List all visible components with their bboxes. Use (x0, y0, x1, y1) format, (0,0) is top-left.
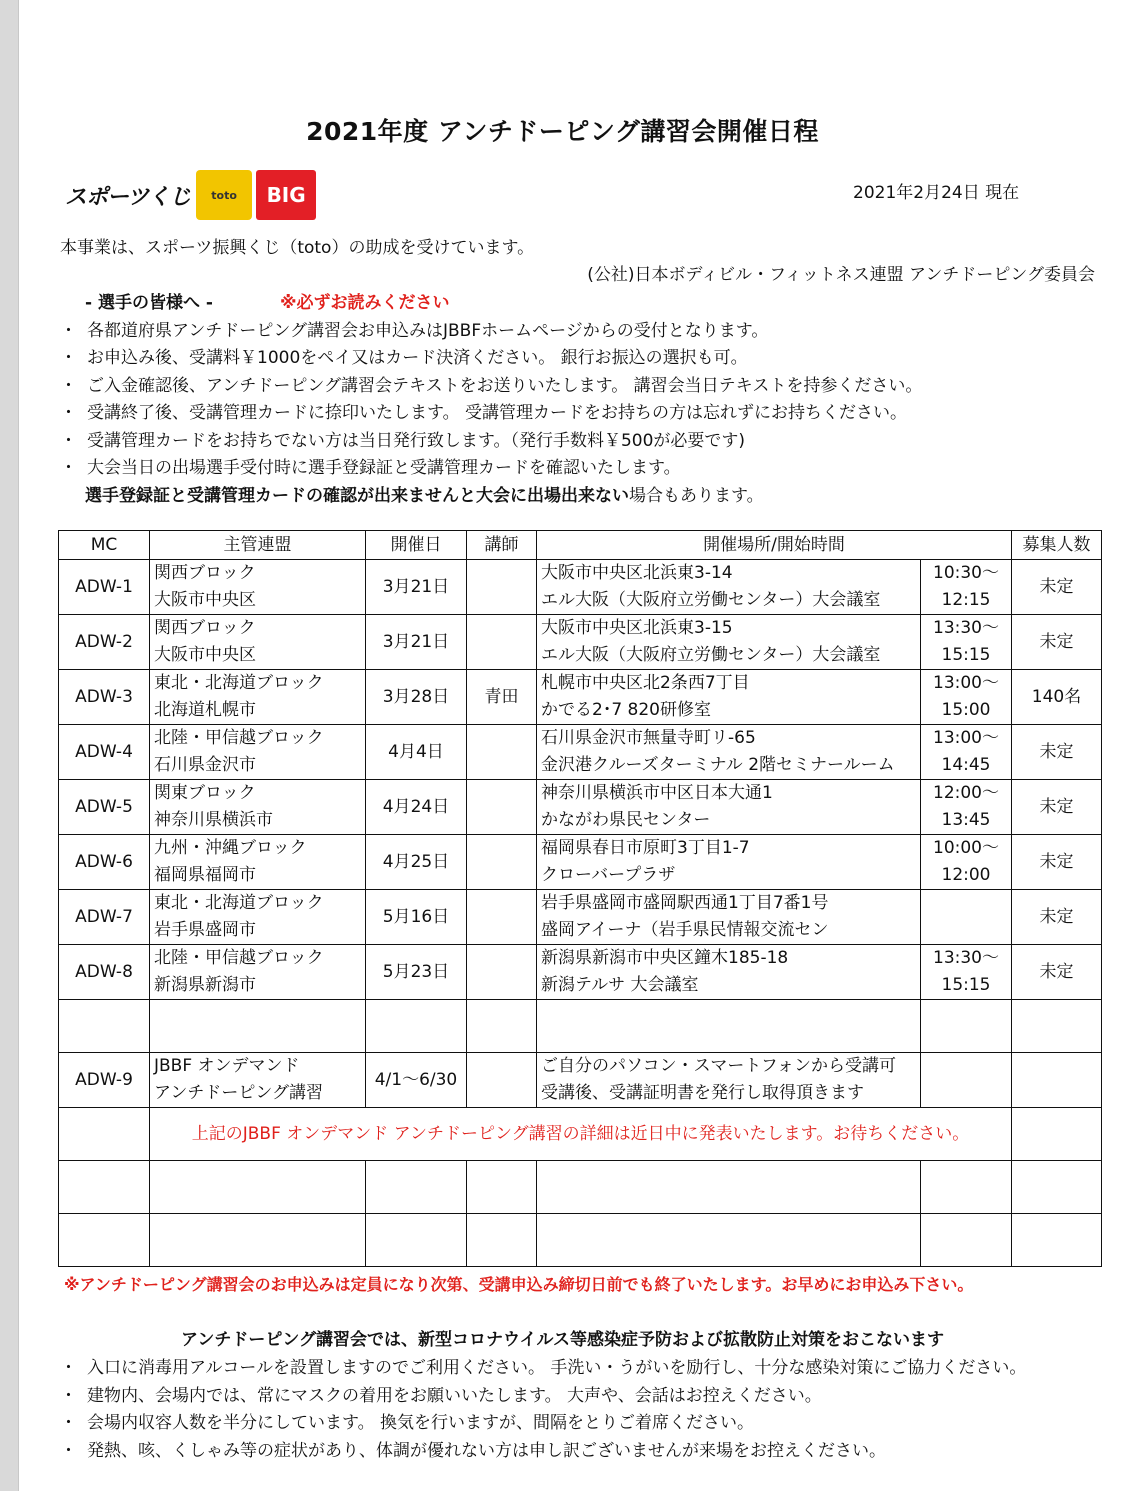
subsidy-text: 本事業は、スポーツ振興くじ（toto）の助成を受けています。 (60, 238, 535, 258)
organizer-cell (150, 1053, 366, 1108)
date-cell: 4月24日 (366, 780, 467, 835)
venue-line: 金沢港クルーズターミナル 2階セミナールーム (541, 755, 895, 775)
organizer-line: 大阪市中央区 (154, 590, 256, 610)
table-row (59, 890, 1102, 945)
notice-required: ※必ずお読みください (280, 293, 450, 313)
time-start: 13:00〜 (933, 728, 999, 748)
bold-warning-main: 選手登録証と受講管理カードの確認が出来ませんと大会に出場出来ない (85, 486, 629, 506)
venue-line: 受講後、受講証明書を発行し取得頂きます (541, 1083, 864, 1103)
table-row (59, 670, 1102, 725)
organizer-line: JBBF オンデマンド (154, 1056, 300, 1076)
mc-cell: ADW-6 (59, 835, 150, 890)
mc-cell: ADW-2 (59, 615, 150, 670)
header-lecturer: 講師 (467, 531, 537, 560)
venue-cell (537, 780, 921, 835)
organizer-line: 新潟県新潟市 (154, 975, 256, 995)
bullet-item: ・ 受講管理カードをお持ちでない方は当日発行致します。（発行手数料￥500が必要です) (87, 426, 745, 451)
empty-row (59, 1000, 1102, 1053)
empty-row (59, 1214, 1102, 1267)
mc-cell: ADW-4 (59, 725, 150, 780)
logo-text: スポーツくじ (65, 184, 191, 210)
venue-cell (537, 1053, 921, 1108)
bullet-item: ・ 大会当日の出場選手受付時に選手登録証と受講管理カードを確認いたします。 (87, 453, 681, 478)
ondemand-note-row (59, 1108, 1102, 1161)
capacity-cell: 未定 (1012, 725, 1102, 780)
mc-cell: ADW-5 (59, 780, 150, 835)
organizer-line: 大阪市中央区 (154, 645, 256, 665)
organizer-line: 石川県金沢市 (154, 755, 256, 775)
venue-line: 石川県金沢市無量寺町リ-65 (541, 728, 756, 748)
venue-line: 新潟テルサ 大会議室 (541, 975, 699, 995)
covid-bullet: ・ 会場内収容人数を半分にしています。 換気を行いますが、間隔をとりご着席ください。 (87, 1408, 754, 1433)
ondemand-note: 上記のJBBF オンデマンド アンチドーピング講習の詳細は近日中に発表いたします。お待ちください。 (150, 1108, 1012, 1161)
toto-logo: toto (196, 170, 252, 220)
notice-header: - 選手の皆様へ - (85, 293, 213, 313)
organizer-line: 北陸・甲信越ブロック (154, 948, 324, 968)
time-start: 12:00〜 (933, 783, 999, 803)
organizer-cell (150, 615, 366, 670)
lecturer-cell (467, 945, 537, 1000)
organizer-line: 東北・北海道ブロック (154, 893, 324, 913)
covid-bullet: ・ 入口に消毒用アルコールを設置しますのでご利用ください。 手洗い・うがいを励行し、十分な感染対策にご協力ください。 (87, 1353, 1026, 1378)
time-end: 15:00 (941, 700, 991, 720)
organizer-line: 北陸・甲信越ブロック (154, 728, 324, 748)
organizer-cell (150, 560, 366, 615)
table-header-row (59, 531, 1102, 560)
organizer-cell (150, 780, 366, 835)
venue-cell (537, 670, 921, 725)
venue-line: かながわ県民センター (541, 810, 711, 830)
covid-title: アンチドーピング講習会では、新型コロナウイルス等感染症予防および拡散防止対策をおこないます (181, 1330, 944, 1350)
organizer-line: 東北・北海道ブロック (154, 673, 324, 693)
capacity-cell: 未定 (1012, 945, 1102, 1000)
time-end: 12:15 (941, 590, 991, 610)
venue-line: エル大阪（大阪府立労働センター）大会議室 (541, 590, 881, 610)
schedule-table (58, 530, 1102, 1267)
time-end: 14:45 (941, 755, 991, 775)
bullet-item: ・ お申込み後、受講料￥1000をペイ又はカード決済ください。 銀行お振込の選択も可。 (87, 343, 748, 368)
table-row (59, 615, 1102, 670)
venue-line: 盛岡アイーナ（岩手県民情報交流セン (541, 920, 829, 940)
time-start: 13:00〜 (933, 673, 999, 693)
organizer-line: 九州・沖縄ブロック (154, 838, 307, 858)
organizer-cell (150, 835, 366, 890)
organizer-cell (150, 945, 366, 1000)
mc-cell: ADW-1 (59, 560, 150, 615)
lecturer-cell: 青田 (467, 670, 537, 725)
venue-line: クローバープラザ (541, 865, 676, 885)
lecturer-cell (467, 835, 537, 890)
venue-line: 札幌市中央区北2条西7丁目 (541, 673, 750, 693)
date-cell: 3月21日 (366, 560, 467, 615)
organizer-line: 関東ブロック (154, 783, 256, 803)
table-row (59, 835, 1102, 890)
venue-cell (537, 890, 921, 945)
time-cell (921, 780, 1012, 835)
time-end: 12:00 (941, 865, 991, 885)
as-of-date: 2021年2月24日 現在 (853, 183, 1020, 203)
venue-cell (537, 945, 921, 1000)
bullet-item: ・ ご入金確認後、アンチドーピング講習会テキストをお送りいたします。 講習会当日テキストを持参ください。 (87, 371, 922, 396)
bullet-item: ・ 各都道府県アンチドーピング講習会お申込みはJBBFホームページからの受付となります。 (87, 316, 768, 341)
organizer-line: 岩手県盛岡市 (154, 920, 256, 940)
venue-line: かでる2･7 820研修室 (541, 700, 711, 720)
venue-line: 岩手県盛岡市盛岡駅西通1丁目7番1号 (541, 893, 829, 913)
organization-name: (公社)日本ボディビル・フィットネス連盟 アンチドーピング委員会 (587, 265, 1095, 285)
venue-line: 大阪市中央区北浜東3-14 (541, 563, 733, 583)
time-start: 13:30〜 (933, 948, 999, 968)
venue-cell (537, 835, 921, 890)
capacity-cell: 未定 (1012, 615, 1102, 670)
lecturer-cell (467, 560, 537, 615)
organizer-line: 関西ブロック (154, 618, 256, 638)
organizer-line: 関西ブロック (154, 563, 256, 583)
organizer-cell (150, 890, 366, 945)
sports-kuji-logo (65, 167, 325, 223)
venue-line: 新潟県新潟市中央区鐘木185-18 (541, 948, 789, 968)
bold-warning-tail: 場合もあります。 (629, 486, 764, 506)
venue-line: 福岡県春日市原町3丁目1-7 (541, 838, 750, 858)
venue-cell (537, 560, 921, 615)
time-end: 15:15 (941, 975, 991, 995)
venue-line: ご自分のパソコン・スマートフォンから受講可 (541, 1056, 896, 1076)
capacity-cell: 140名 (1012, 670, 1102, 725)
date-cell: 4月4日 (366, 725, 467, 780)
date-cell: 4/1〜6/30 (366, 1053, 467, 1108)
organizer-line: 福岡県福岡市 (154, 865, 256, 885)
time-end: 13:45 (941, 810, 991, 830)
covid-bullet: ・ 建物内、会場内では、常にマスクの着用をお願いいたします。 大声や、会話はお控えください。 (87, 1381, 822, 1406)
empty-row (59, 1161, 1102, 1214)
venue-line: エル大阪（大阪府立労働センター）大会議室 (541, 645, 881, 665)
date-cell: 4月25日 (366, 835, 467, 890)
organizer-line: 神奈川県横浜市 (154, 810, 273, 830)
ondemand-row (59, 1053, 1102, 1108)
table-row (59, 560, 1102, 615)
time-start: 10:30〜 (933, 563, 999, 583)
time-cell (921, 945, 1012, 1000)
venue-cell (537, 615, 921, 670)
page-title: 2021年度 アンチドーピング講習会開催日程 (306, 117, 819, 146)
header-organizer: 主管連盟 (150, 531, 366, 560)
mc-cell: ADW-7 (59, 890, 150, 945)
big-logo: BIG (256, 170, 316, 220)
venue-cell (537, 725, 921, 780)
time-cell (921, 615, 1012, 670)
date-cell: 5月23日 (366, 945, 467, 1000)
time-start: 13:30〜 (933, 618, 999, 638)
organizer-cell (150, 670, 366, 725)
header-mc: MC (59, 531, 150, 560)
table-note: ※アンチドーピング講習会のお申込みは定員になり次第、受講申込み締切日前でも終了いたします。お早めにお申込み下さい。 (64, 1275, 974, 1294)
date-cell: 3月21日 (366, 615, 467, 670)
lecturer-cell (467, 725, 537, 780)
table-row (59, 780, 1102, 835)
table-row (59, 945, 1102, 1000)
date-cell: 3月28日 (366, 670, 467, 725)
venue-line: 大阪市中央区北浜東3-15 (541, 618, 733, 638)
capacity-cell: 未定 (1012, 780, 1102, 835)
time-end: 15:15 (941, 645, 991, 665)
time-cell (921, 670, 1012, 725)
bullet-item: ・ 受講終了後、受講管理カードに捺印いたします。 受講管理カードをお持ちの方は忘れずにお持ちください。 (87, 398, 907, 423)
organizer-cell (150, 725, 366, 780)
table-row (59, 725, 1102, 780)
mc-cell: ADW-3 (59, 670, 150, 725)
time-cell (921, 835, 1012, 890)
time-cell (921, 890, 1012, 945)
header-capacity: 募集人数 (1012, 531, 1102, 560)
mc-cell: ADW-8 (59, 945, 150, 1000)
venue-line: 神奈川県横浜市中区日本大通1 (541, 783, 773, 803)
capacity-cell: 未定 (1012, 890, 1102, 945)
time-start: 10:00〜 (933, 838, 999, 858)
bold-warning (85, 481, 764, 506)
lecturer-cell (467, 780, 537, 835)
lecturer-cell (467, 615, 537, 670)
organizer-line: アンチドーピング講習 (154, 1083, 323, 1103)
capacity-cell: 未定 (1012, 560, 1102, 615)
time-cell (921, 560, 1012, 615)
lecturer-cell (467, 890, 537, 945)
organizer-line: 北海道札幌市 (154, 700, 256, 720)
mc-cell: ADW-9 (59, 1053, 150, 1108)
time-cell (921, 725, 1012, 780)
header-venue-time: 開催場所/開始時間 (537, 531, 1012, 560)
date-cell: 5月16日 (366, 890, 467, 945)
covid-bullet: ・ 発熱、咳、くしゃみ等の症状があり、体調が優れない方は申し訳ございませんが来場をお控えください。 (87, 1436, 886, 1461)
capacity-cell: 未定 (1012, 835, 1102, 890)
header-date: 開催日 (366, 531, 467, 560)
